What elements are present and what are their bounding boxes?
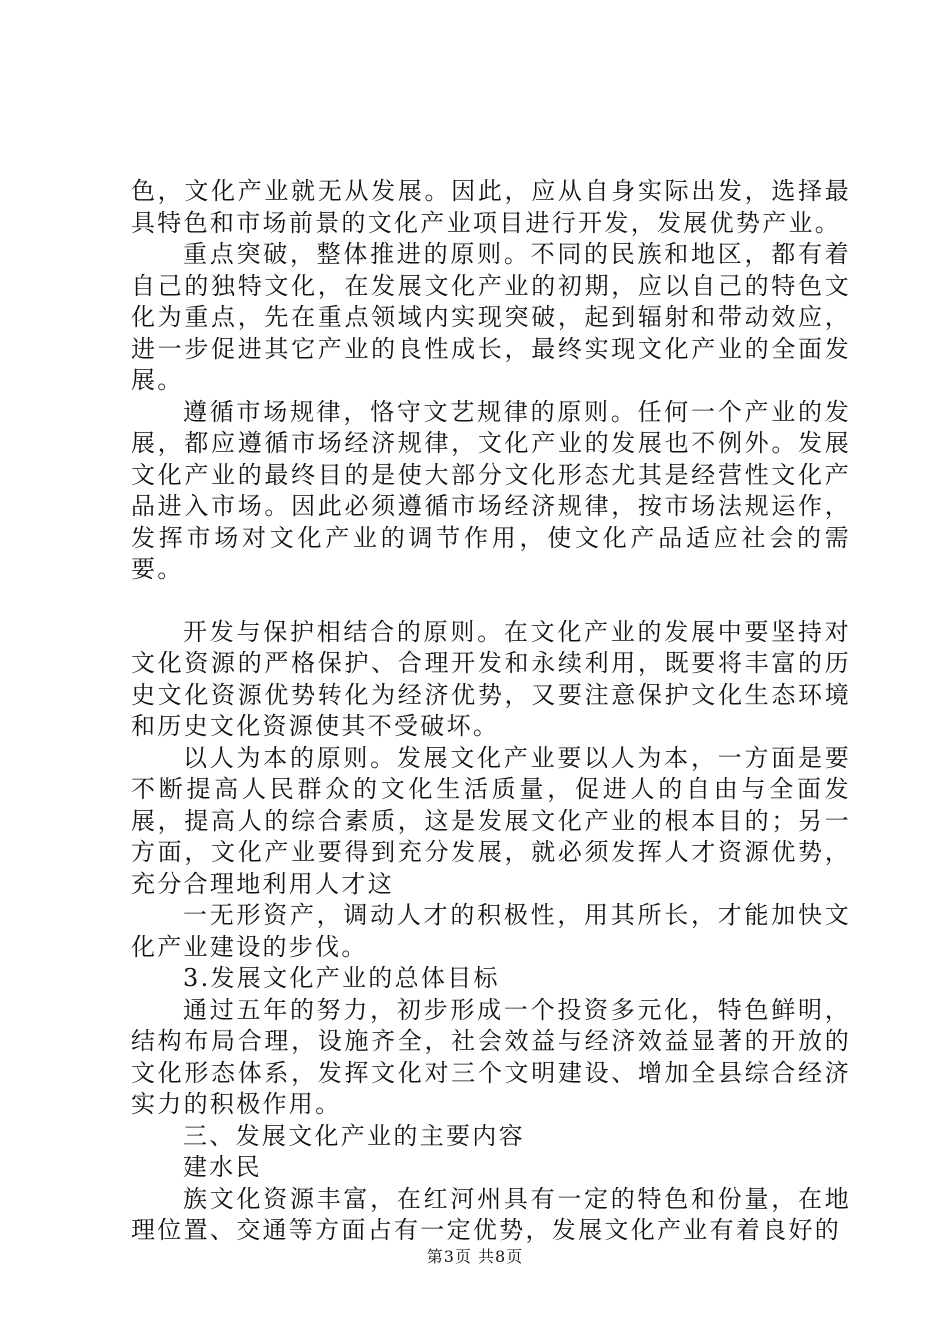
paragraph-11: 族文化资源丰富，在红河州具有一定的特色和份量，在地理位置、交通等方面占有一定优势，发展文化产业有着良好的 bbox=[131, 1184, 851, 1244]
paragraph-6: 一无形资产，调动人才的积极性，用其所长，才能加快文化产业建设的步伐。 bbox=[131, 901, 851, 961]
paragraph-2: 重点突破，整体推进的原则。不同的民族和地区，都有着自己的独特文化，在发展文化产业的初期，应以自己的特色文化为重点，先在重点领域内实现突破，起到辐射和带动效应，进一步促进其它产业的良性成长，最终实现文化产业的全面发展。 bbox=[131, 240, 851, 394]
paragraph-10: 建水民 bbox=[183, 1153, 262, 1181]
paragraph-5: 以人为本的原则。发展文化产业要以人为本，一方面是要不断提高人民群众的文化生活质量，促进人的自由与全面发展，提高人的综合素质，这是发展文化产业的根本目的；另一方面，文化产业要得到充分发展，就必须发挥人才资源优势，充分合理地利用人才这 bbox=[131, 743, 851, 898]
paragraph-4: 开发与保护相结合的原则。在文化产业的发展中要坚持对文化资源的严格保护、合理开发和永续利用，既要将丰富的历史文化资源优势转化为经济优势，又要注意保护文化生态环境和历史文化资源使其不受破坏。 bbox=[131, 617, 851, 740]
paragraph-8: 通过五年的努力，初步形成一个投资多元化，特色鲜明，结构布局合理，设施齐全，社会效益与经济效益显著的开放的文化形态体系，发挥文化对三个文明建设、增加全县综合经济实力的积极作用。 bbox=[131, 995, 851, 1118]
paragraph-1: 色，文化产业就无从发展。因此，应从自身实际出发，选择最具特色和市场前景的文化产业项目进行开发，发展优势产业。 bbox=[131, 177, 851, 237]
paragraph-3: 遵循市场规律，恪守文艺规律的原则。任何一个产业的发展，都应遵循市场经济规律，文化产业的发展也不例外。发展文化产业的最终目的是使大部分文化形态尤其是经营性文化产品进入市场。因此必须遵循市场经济规律，按市场法规运作，发挥市场对文化产业的调节作用，使文化产品适应社会的需要。 bbox=[131, 397, 851, 583]
page-number-footer: 第3页 共8页 bbox=[426, 1247, 524, 1266]
chapter-heading-3: 三、发展文化产业的主要内容 bbox=[183, 1121, 525, 1150]
document-body bbox=[131, 176, 851, 1247]
section-heading-3: 3.发展文化产业的总体目标 bbox=[183, 964, 500, 992]
